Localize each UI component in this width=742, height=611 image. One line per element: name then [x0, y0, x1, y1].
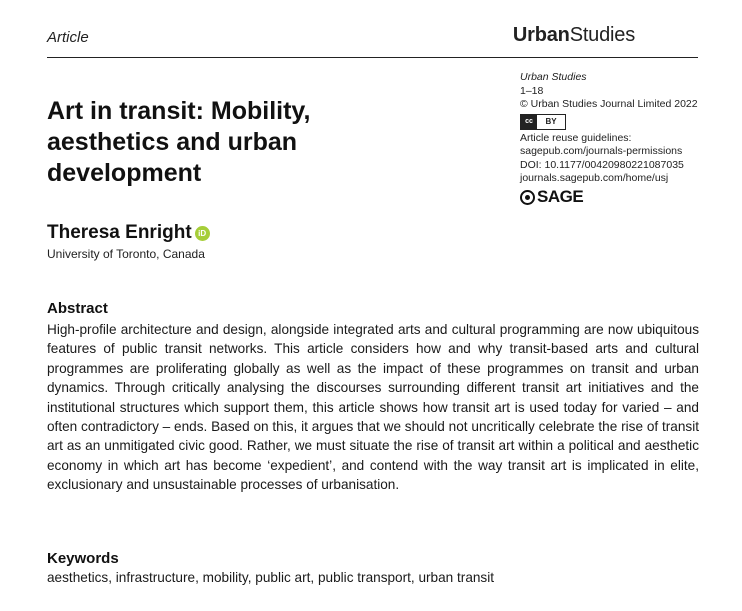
header-divider [47, 57, 698, 58]
reuse-guidelines-link[interactable]: sagepub.com/journals-permissions [520, 145, 683, 157]
journal-name: Urban Studies [520, 71, 587, 83]
author-name [47, 222, 210, 244]
cc-license-badge[interactable] [520, 114, 566, 130]
copyright-notice: © Urban Studies Journal Limited 2022 [520, 98, 698, 110]
keywords-list: aesthetics, infrastructure, mobility, public art, public transport, urban transit [47, 570, 495, 585]
journal-logo-light: Studies [569, 24, 635, 46]
cc-icon: cc [521, 115, 537, 129]
publication-info [520, 71, 705, 205]
journal-url-link[interactable]: journals.sagepub.com/home/usj [520, 172, 669, 184]
sage-logo-icon [520, 190, 535, 205]
orcid-icon[interactable]: iD [195, 226, 210, 241]
abstract-heading: Abstract [47, 300, 108, 317]
author-name-text: Theresa Enright [47, 222, 192, 243]
doi-link[interactable]: DOI: 10.1177/00420980221087035 [520, 158, 684, 171]
sage-logo [520, 187, 705, 207]
keywords-heading: Keywords [47, 550, 119, 567]
author-affiliation: University of Toronto, Canada [47, 247, 205, 261]
article-type-label: Article [47, 29, 89, 46]
reuse-guidelines-label: Article reuse guidelines: [520, 131, 632, 144]
abstract-text: High-profile architecture and design, alongside integrated arts and cultural programming are now ubiquitous features of public transit networks. This article considers how and why transit-based arts and cultural programmes are proliferating globally as well as the impact of these programmes on transit and urban dynamics. Through critically analysing the discourses surrounding different transit art initiatives and the institutional structures which support them, this article shows how transit art is used today for varied – and often contradictory – ends. Based on this, it argues that we should not uncritically celebrate the rise of transit art as an unmitigated civic good. Rather, we must situate the rise of transit art within a political and aesthetic economy in which art has become ‘expedient’, and contend with the way transit art is implicated in elite, exclusionary and unsustainable processes of urbanisation. [47, 322, 699, 493]
journal-logo-bold: Urban [512, 24, 570, 46]
article-title: Art in transit: Mobility, aesthetics and urban development [47, 97, 311, 187]
sage-logo-text: SAGE [537, 187, 584, 207]
by-icon: BY [545, 116, 557, 126]
page-range: 1–18 [520, 84, 544, 97]
journal-logo [513, 24, 635, 47]
